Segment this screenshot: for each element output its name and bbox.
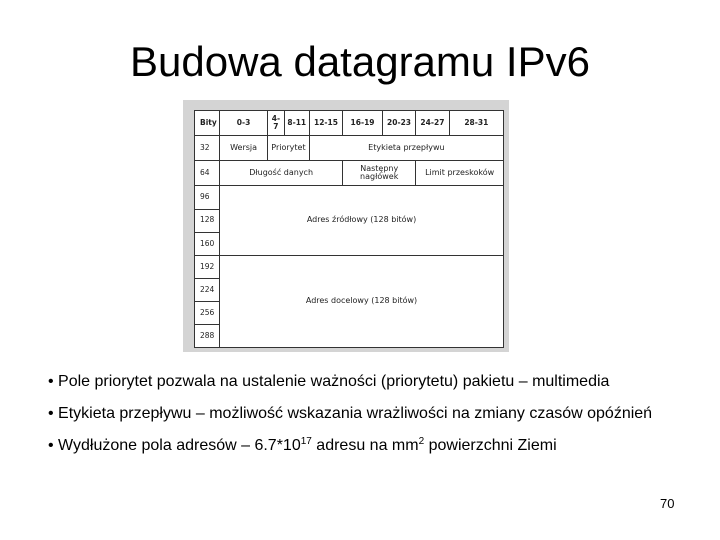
row-label: 128 [195,209,220,232]
flow-label-field: Etykieta przepływu [309,136,503,161]
row-label: 288 [195,324,220,347]
header-cell: 4-7 [268,111,285,136]
bullet-text: adresu na mm [311,437,419,454]
bullet-text: powierzchni Ziemi [424,437,557,454]
bullet-item: • Etykieta przepływu – możliwość wskazania wrażliwości na zmiany czasów opóźnień [48,405,653,422]
payload-length-field: Długość danych [220,161,343,186]
page-number: 70 [660,496,675,511]
row-label: 32 [195,136,220,161]
row-label: 160 [195,232,220,255]
priority-field: Priorytet [268,136,310,161]
table-row [195,136,504,161]
row-label: 96 [195,186,220,209]
header-cell: 16-19 [343,111,383,136]
header-cell: 12-15 [309,111,342,136]
row-label: 224 [195,278,220,301]
row-label: 64 [195,161,220,186]
header-cell: Bity [195,111,220,136]
next-header-field: Następny nagłówek [343,161,416,186]
row-label: 256 [195,301,220,324]
bullet-list [48,372,688,468]
bullet-item: • Pole priorytet pozwala na ustalenie ważności (priorytetu) pakietu – multimedia [48,373,610,390]
header-cell: 28-31 [449,111,503,136]
table-header-row [195,111,504,136]
table-row [195,186,504,209]
row-label: 192 [195,255,220,278]
destination-address-field: Adres docelowy (128 bitów) [220,255,504,347]
source-address-field: Adres źródłowy (128 bitów) [220,186,504,255]
exponent: 2 [418,436,425,447]
table-row [195,255,504,278]
header-cell: 0-3 [220,111,268,136]
bullet-text: • Wydłużone pola adresów – 6.7*10 [48,437,301,454]
version-field: Wersja [220,136,268,161]
hop-limit-field: Limit przeskoków [416,161,504,186]
header-cell: 24-27 [416,111,449,136]
slide-title: Budowa datagramu IPv6 [130,38,590,85]
exponent: 17 [300,436,312,447]
header-cell: 8-11 [284,111,309,136]
table-row [195,161,504,186]
bullet-item [48,436,688,456]
ipv6-header-table [194,110,504,348]
header-cell: 20-23 [382,111,415,136]
